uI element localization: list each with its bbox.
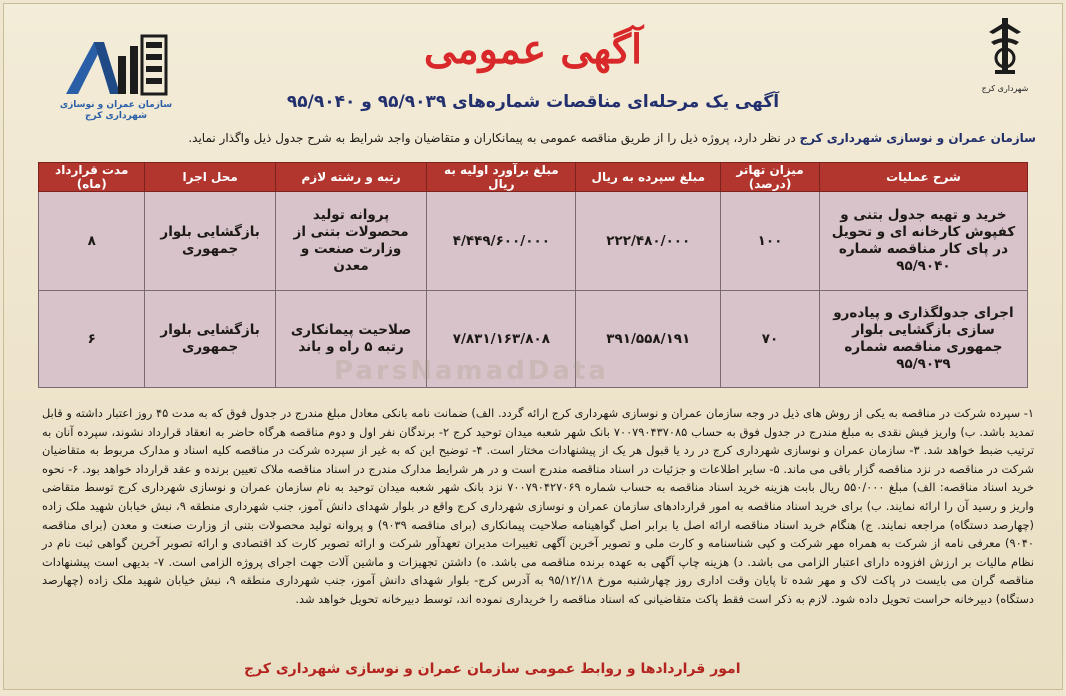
cell-grade: پروانه تولید محصولات بتنی از وزارت صنعت و معدن [275,192,426,291]
cell-description: اجرای جدولگذاری و پیاده‌رو سازی بازگشایی بلوار جمهوری مناقصه شماره ۹۵/۹۰۳۹ [819,291,1027,388]
table-row [39,192,1028,291]
col-header-grade: رتبه و رشته لازم [275,163,426,192]
col-header-estimate: مبلغ برآورد اولیه به ریال [427,163,576,192]
cell-deposit: ۲۲۲/۴۸۰/۰۰۰ [576,192,721,291]
table-row [39,291,1028,388]
notice-paragraph: ۱- سپرده شرکت در مناقصه به یکی از روش های ذیل در وجه سازمان عمران و نوسازی شهرداری کرج ارائه گردد. الف) ضمانت نامه بانکی معادل مبلغ مندرج در جدول فوق که به مدت ۴۵ روز اعتبار داشته و قابل تمدید باشد. ب) واریز فیش نقدی به مبلغ مندرج در جدول فوق به حساب ۷۰۰۷۹۰۴۳۷۰۸۵ بانک شهر شعبه میدان توحید کرج ۲- برندگان نفر اول و دوم مناقصه هرگاه حاضر به انعقاد قرارداد نشوند، سپرده آنان به ترتیب ضبط خواهد شد. ۳- سازمان عمران و نوسازی شهرداری کرج در رد یا قبول هر یک از پیشنهادات مختار است. ۴- توضیح این که به غیر از سپرده شرکت در مناقصه کلیه اسناد و مدارک مربوط به متقاضیان شرکت در مناقصه در نزد مناقصه گزار باقی می ماند. ۵- سایر اطلاعات و جزئیات در اسناد مناقصه مندرج است و در هر شرایط مدارک مندرج در اسناد مناقصه ملاک تعیین برنده و عقد قرارداد خواهد بود. ۶- نحوه خرید اسناد مناقصه: الف) مبلغ ۵۵۰/۰۰۰ ریال بابت هزینه خرید اسناد مناقصه به حساب شماره ۷۰۰۷۹۰۴۲۷۰۶۹ نزد بانک شهر شعبه میدان توحید به نام سازمان عمران و نوسازی شهرداری کرج توسط متقاضی واریز و رسید آن را ارائه نمایند. ب) برای خرید اسناد مناقصه به امور قراردادهای سازمان عمران و نوسازی شهرداری کرج واقع در بلوار شهدای دانش آموز، جنب شهرداری منطقه ۹، نبش خیابان شهید ملک زاده (چهارصد دستگاه) مراجعه نمایند. ج) هنگام خرید اسناد مناقصه ارائه اصل یا برابر اصل گواهینامه صلاحیت پیمانکاری (برای مناقصه ۹۰۳۹) و پروانه تولید محصولات بتنی از وزارت صنعت و معدن (برای مناقصه ۹۰۴۰) معرفی نامه از شرکت به همراه مهر شرکت و کپی شناسنامه و کارت ملی و تصویر آخرین آگهی تغییرات مدیران تعهدآور شرکت و ارائه تصویر کارت کد اقتصادی و ارائه تصویر آخرین گواهی ثبت نام در نظام مالیات بر ارزش افزوده دارای اعتبار الزامی می باشد. د) هزینه چاپ آگهی به عهده برنده مناقصه می باشد. ه) داشتن تجهیزات و ماشین آلات جهت اجرای پروژه الزامی است. ۷- بدیهی است پیشنهادات مناقصه گران می بایست در پاکت لاک و مهر شده تا پایان وقت اداری روز چهارشنبه مورخ ۹۵/۱۲/۱۸ به آدرس کرج- بلوار شهدای دانش آموز، جنب شهرداری منطقه ۹، نبش خیابان شهید ملک زاده (چهارصد دستگاه) دبیرخانه حراست تحویل داده شود. لازم به ذکر است فقط پاکت متقاضیانی که اسناد مناقصه را خریداری نموده اند، توسط دبیرخانه تحویل خواهد شد. [42,406,1035,606]
notice-subtitle: آگهی یک مرحله‌ای مناقصات شماره‌های ۹۵/۹۰۳۹ و ۹۵/۹۰۴۰ [286,92,780,112]
notice-header [4,4,1062,126]
organization-emblem-icon [56,34,176,96]
col-header-deposit: مبلغ سپرده به ریال [576,163,721,192]
notice-title: آگهی عمومی [423,26,643,73]
intro-line [154,130,1036,146]
cell-estimate: ۷/۸۳۱/۱۶۳/۸۰۸ [427,291,576,388]
col-header-duration: مدت قرارداد (ماه) [39,163,145,192]
notice-page [3,3,1063,690]
cell-location: بازگشایی بلوار جمهوری [145,291,275,388]
intro-organization: سازمان عمران و نوسازی شهرداری کرج [799,131,1036,145]
logo-left-caption: سازمان عمران و نوسازی شهرداری کرج [59,100,173,121]
tenders-table [38,162,1028,388]
col-header-description: شرح عملیات [819,163,1027,192]
col-header-barter: میزان تهاتر (درصد) [721,163,820,192]
notice-body [42,404,1034,609]
cell-barter: ۷۰ [721,291,820,388]
cell-grade: صلاحیت پیمانکاری رتبه ۵ راه و باند [275,291,426,388]
cell-duration: ۸ [39,192,145,291]
cell-barter: ۱۰۰ [721,192,820,291]
col-header-location: محل اجرا [145,163,275,192]
table-header-row [39,163,1028,192]
cell-deposit: ۳۹۱/۵۵۸/۱۹۱ [576,291,721,388]
logo-right-caption: شهرداری کرج [981,84,1029,93]
cell-estimate: ۴/۴۴۹/۶۰۰/۰۰۰ [427,192,576,291]
notice-footer: امور قراردادها و روابط عمومی سازمان عمران و نوسازی شهرداری کرج [244,661,741,677]
watermark: ParsNamadData [334,356,609,386]
cell-description: خرید و تهیه جدول بتنی و کفپوش کارخانه ای و تحویل در پای کار مناقصه شماره ۹۵/۹۰۴۰ [819,192,1027,291]
cell-duration: ۶ [39,291,145,388]
intro-text: در نظر دارد، پروژه ذیل را از طریق مناقصه عمومی به پیمانکاران و متقاضیان واجد شرایط به شرح جدول ذیل واگذار نماید. [188,131,800,145]
cell-location: بازگشایی بلوار جمهوری [145,192,275,291]
